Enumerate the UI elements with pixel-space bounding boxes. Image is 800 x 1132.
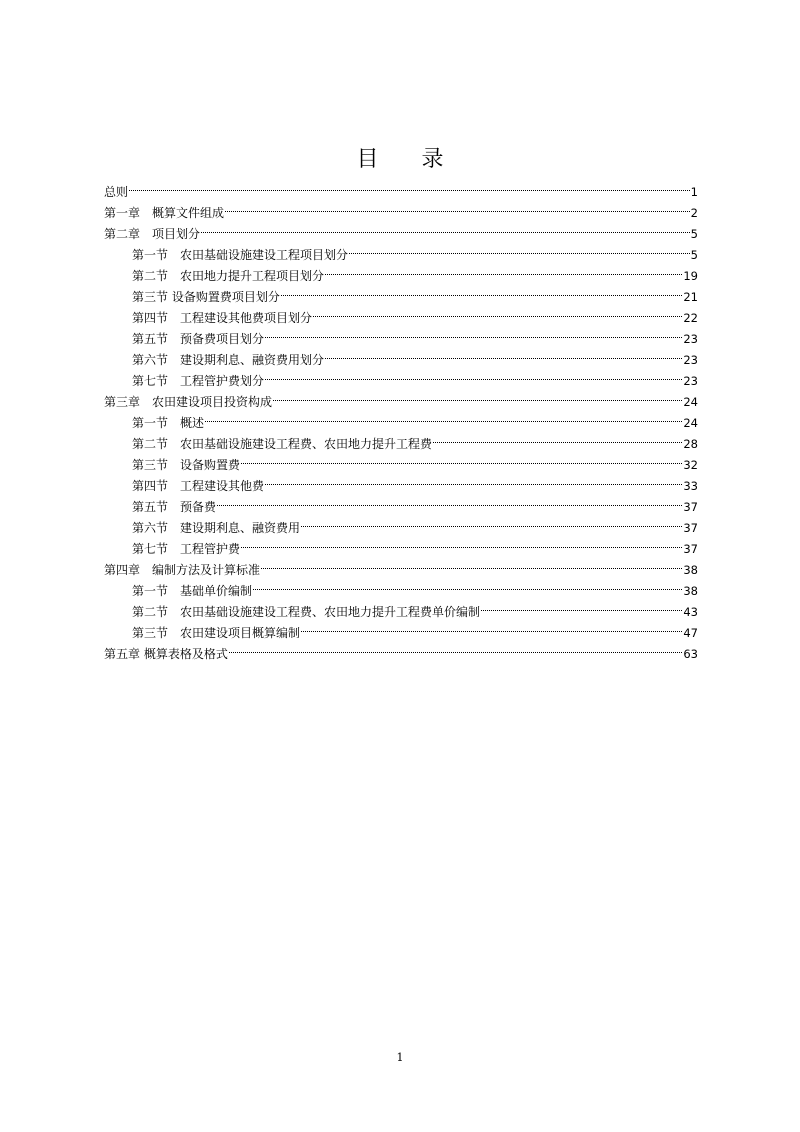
toc-entry-page: 37 (683, 521, 698, 535)
toc-entry-label: 第三章 农田建设项目投资构成 (104, 395, 273, 409)
toc-entry-page: 24 (683, 395, 698, 409)
toc-entry-page: 1 (690, 185, 698, 199)
toc-entry-label: 第一节 基础单价编制 (132, 584, 253, 598)
toc-entry-page: 37 (683, 500, 698, 514)
toc-entry-label: 第一节 概述 (132, 416, 205, 430)
toc-entry-label: 第七节 工程管护费 (132, 542, 241, 556)
toc-entry-page: 32 (683, 458, 698, 472)
toc-entry-page: 19 (683, 269, 698, 283)
toc-entry-page: 5 (690, 248, 698, 262)
toc-dot-leader (265, 469, 682, 490)
toc-entry-label: 第六节 建设期利息、融资费用 (132, 521, 301, 535)
toc-entry-page: 33 (683, 479, 698, 493)
toc-entry-label: 总则 (104, 185, 129, 199)
toc-entry-page: 38 (683, 563, 698, 577)
toc-entry-label: 第三节 农田建设项目概算编制 (132, 626, 301, 640)
toc-dot-leader (229, 637, 683, 658)
toc-dot-leader (205, 406, 682, 427)
toc-dot-leader (281, 280, 683, 301)
toc-dot-leader (265, 322, 682, 343)
toc-entry-label: 第四章 编制方法及计算标准 (104, 563, 261, 577)
toc-entry-label: 第三节 设备购置费项目划分 (132, 290, 280, 304)
toc-entry-page: 22 (683, 311, 698, 325)
toc-dot-leader (325, 259, 682, 280)
toc-entry-label: 第五节 预备费项目划分 (132, 332, 265, 346)
toc-entry-page: 23 (683, 374, 698, 388)
toc-title: 目 录 (356, 147, 462, 172)
toc-dot-leader (349, 238, 690, 259)
toc-entry-label: 第五节 预备费 (132, 500, 217, 514)
toc-entry-label: 第二章 项目划分 (104, 227, 201, 241)
toc-entry-label: 第四节 工程建设其他费项目划分 (132, 311, 313, 325)
toc-dot-leader (241, 532, 682, 553)
toc-dot-leader (265, 364, 682, 385)
toc-dot-leader (433, 427, 682, 448)
toc-entry-page: 23 (683, 332, 698, 346)
toc-dot-leader (201, 217, 690, 238)
toc-entry-label: 第四节 工程建设其他费 (132, 479, 265, 493)
toc-entry-page: 24 (683, 416, 698, 430)
toc-entry-label: 第一章 概算文件组成 (104, 206, 225, 220)
toc-entry-page: 63 (683, 647, 698, 661)
toc-entry-label: 第五章 概算表格及格式 (104, 647, 228, 661)
toc-entry-page: 47 (683, 626, 698, 640)
toc-dot-leader (301, 616, 682, 637)
toc-entry-page: 28 (683, 437, 698, 451)
toc-entry-label: 第二节 农田基础设施建设工程费、农田地力提升工程费 (132, 437, 433, 451)
toc-entry-page: 5 (690, 227, 698, 241)
toc-chapter-entry[interactable] (104, 175, 698, 199)
toc-entry-label: 第一节 农田基础设施建设工程项目划分 (132, 248, 349, 262)
toc-entry-label: 第六节 建设期利息、融资费用划分 (132, 353, 325, 367)
toc-entry-page: 43 (683, 605, 698, 619)
toc-entry-label: 第三节 设备购置费 (132, 458, 241, 472)
toc-entry-label: 第七节 工程管护费划分 (132, 374, 265, 388)
toc-dot-leader (301, 511, 682, 532)
toc-dot-leader (481, 595, 682, 616)
toc-entry-label: 第二节 农田地力提升工程项目划分 (132, 269, 325, 283)
toc-chapter-entry[interactable] (104, 196, 698, 220)
toc-dot-leader (225, 196, 690, 217)
toc-entry-page: 21 (683, 290, 698, 304)
toc-entry-page: 37 (683, 542, 698, 556)
toc-dot-leader (241, 448, 682, 469)
toc-entry-label: 第二节 农田基础设施建设工程费、农田地力提升工程费单价编制 (132, 605, 481, 619)
toc-dot-leader (217, 490, 682, 511)
page-number: 1 (396, 1051, 404, 1064)
toc-dot-leader (261, 553, 682, 574)
toc-entry-page: 2 (690, 206, 698, 220)
toc-dot-leader (325, 343, 682, 364)
toc-dot-leader (313, 301, 682, 322)
toc-dot-leader (273, 385, 682, 406)
toc-entry-page: 38 (683, 584, 698, 598)
table-of-contents (104, 175, 698, 661)
toc-dot-leader (253, 574, 682, 595)
toc-dot-leader (129, 175, 690, 196)
toc-entry-page: 23 (683, 353, 698, 367)
